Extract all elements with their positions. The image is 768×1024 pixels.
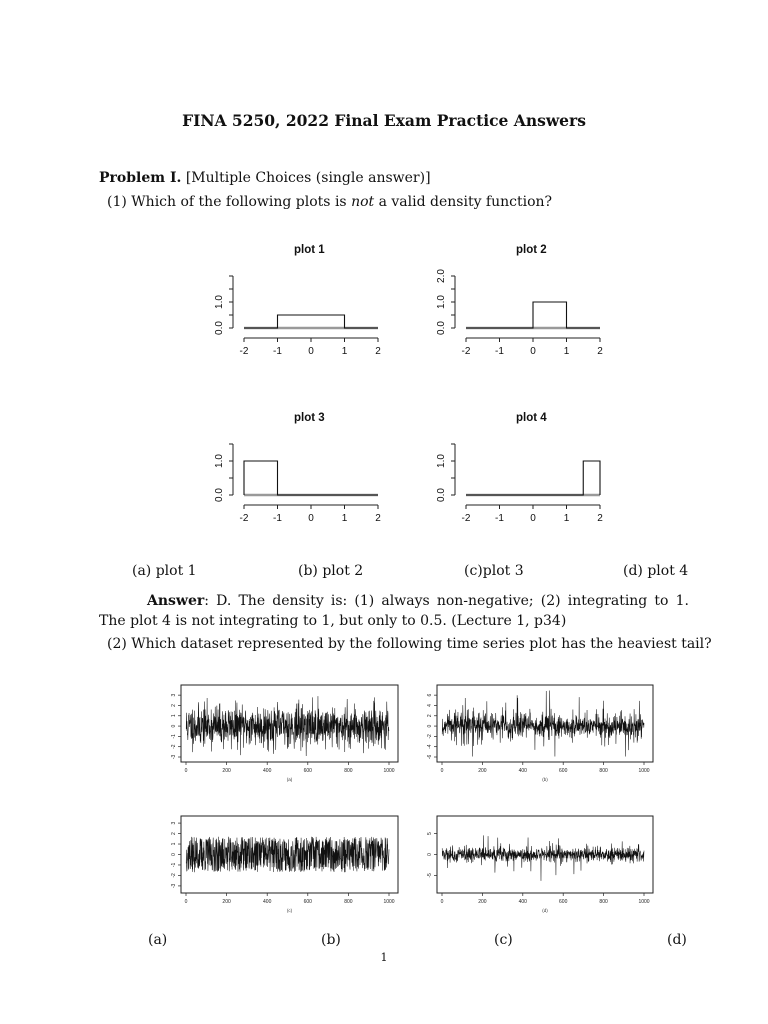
- choice-2a: (a): [148, 932, 168, 948]
- time-series-a-y-tick-label: 0: [171, 724, 177, 728]
- time-series-a-y-tick-label: -3: [171, 754, 177, 760]
- density-plot-3-y-tick-label: 0.0: [214, 488, 225, 502]
- choice-1b: (b) plot 2: [298, 563, 364, 579]
- time-series-c-y-tick-label: 2: [171, 832, 177, 835]
- density-plot-3-x-tick-label: 0: [308, 513, 314, 524]
- density-plot-1-y-tick-label: 0.0: [214, 321, 225, 335]
- density-plot-2-curve: [466, 302, 600, 328]
- time-series-a-label: (a): [286, 777, 293, 782]
- choice-2d: (d): [667, 932, 687, 948]
- time-series-d-x-tick-label: 800: [599, 899, 608, 905]
- time-series-a-y-tick-label: -2: [171, 744, 177, 749]
- choice-2b: (b): [321, 932, 341, 948]
- time-series-b-x-tick-label: 0: [440, 768, 444, 774]
- time-series-c-y-tick-label: -1: [171, 862, 177, 868]
- time-series-c-y-tick-label: 0: [171, 853, 177, 856]
- time-series-c-x-tick-label: 800: [344, 899, 353, 905]
- time-series-a-y-tick-label: 3: [171, 693, 177, 697]
- density-plot-4-x-tick-label: 2: [597, 513, 603, 524]
- time-series-c-series: [186, 837, 389, 873]
- time-series-a-x-tick-label: 0: [184, 768, 188, 774]
- problem-label: Problem I.: [99, 170, 182, 186]
- time-series-plots: [0, 670, 768, 930]
- page-number: 1: [380, 951, 388, 964]
- time-series-c-y-tick-label: -3: [171, 883, 177, 889]
- time-series-d-x-tick-label: 400: [518, 899, 527, 905]
- time-series-d-y-tick-label: 0: [427, 853, 433, 856]
- time-series-c-x-tick-label: 200: [222, 899, 231, 905]
- time-series-d-x-tick-label: 200: [478, 899, 487, 905]
- time-series-b-y-tick-label: -6: [427, 754, 433, 760]
- time-series-a-x-tick-label: 1000: [383, 768, 395, 774]
- choice-1a: (a) plot 1: [132, 563, 197, 579]
- time-series-b-y-tick-label: 2: [427, 714, 433, 718]
- density-plot-4-x-tick-label: -1: [495, 513, 504, 524]
- density-plot-3-curve: [244, 461, 378, 495]
- time-series-c-y-tick-label: 3: [171, 821, 177, 825]
- density-plot-3-title: plot 3: [294, 412, 325, 424]
- question-2-number: (2): [107, 636, 127, 652]
- time-series-b-label: (b): [542, 777, 548, 782]
- density-plot-2-x-tick-label: 2: [597, 346, 603, 357]
- density-plot-4-x-tick-label: 1: [563, 513, 570, 524]
- density-plot-2-x-tick-label: 0: [530, 346, 536, 357]
- time-series-d-y-tick-label: -5: [427, 873, 433, 878]
- time-series-d-x-tick-label: 600: [559, 899, 568, 905]
- density-plot-4-curve: [466, 461, 600, 495]
- density-plot-1-x-tick-label: -1: [273, 346, 282, 357]
- time-series-c-y-tick-label: 1: [171, 842, 177, 846]
- time-series-b-x-tick-label: 400: [518, 768, 527, 774]
- time-series-c-x-tick-label: 0: [184, 899, 188, 905]
- density-plot-2-y-tick-label: 0.0: [436, 321, 447, 335]
- time-series-a-x-tick-label: 800: [344, 768, 353, 774]
- question-1-text-before: Which of the following plots is: [131, 194, 347, 210]
- choice-1c: (c)plot 3: [464, 563, 524, 579]
- time-series-d-x-tick-label: 0: [440, 899, 444, 905]
- choice-1d: (d) plot 4: [623, 563, 689, 579]
- density-plot-3-x-tick-label: 2: [375, 513, 381, 524]
- time-series-d-label: (d): [542, 908, 548, 913]
- problem-subtitle: [Multiple Choices (single answer)]: [185, 170, 431, 186]
- density-plot-1-x-tick-label: 2: [375, 346, 381, 357]
- density-plot-2-y-tick-label: 1.0: [436, 295, 447, 309]
- answer-1: [99, 591, 689, 631]
- time-series-d-series: [442, 835, 644, 881]
- time-series-a-y-tick-label: 1: [171, 714, 177, 718]
- density-plot-1-curve: [244, 315, 378, 328]
- time-series-b-y-tick-label: -4: [427, 744, 433, 749]
- time-series-b-x-tick-label: 1000: [638, 768, 650, 774]
- time-series-c-x-tick-label: 1000: [383, 899, 395, 905]
- time-series-b-x-tick-label: 200: [478, 768, 487, 774]
- time-series-a-x-tick-label: 600: [303, 768, 312, 774]
- answer-label: Answer: [147, 593, 205, 609]
- time-series-a-y-tick-label: -1: [171, 734, 177, 739]
- question-2: [107, 636, 712, 652]
- density-plot-2-title: plot 2: [516, 244, 547, 256]
- time-series-b-y-tick-label: -2: [427, 734, 433, 739]
- density-plot-4-x-tick-label: 0: [530, 513, 536, 524]
- density-plot-3-x-tick-label: 1: [341, 513, 348, 524]
- time-series-b-x-tick-label: 800: [599, 768, 608, 774]
- time-series-c-label: (c): [286, 908, 293, 913]
- density-plot-1-x-tick-label: 1: [341, 346, 348, 357]
- density-plot-2-x-tick-label: -1: [495, 346, 504, 357]
- density-plot-1-y-tick-label: 1.0: [214, 295, 225, 309]
- time-series-b-y-tick-label: 6: [427, 693, 433, 697]
- density-plot-4-title: plot 4: [516, 412, 547, 424]
- time-series-b-y-tick-label: 0: [427, 724, 433, 728]
- question-1-number: (1): [107, 194, 127, 210]
- density-plot-1-x-tick-label: -2: [239, 346, 249, 357]
- density-plot-4-y-tick-label: 1.0: [436, 454, 447, 468]
- question-1-emphasis: not: [351, 194, 375, 210]
- time-series-a-y-tick-label: 2: [171, 704, 177, 707]
- density-plot-2-x-tick-label: -2: [461, 346, 471, 357]
- density-plot-4-x-tick-label: -2: [461, 513, 471, 524]
- time-series-b-x-tick-label: 600: [559, 768, 568, 774]
- density-plot-3-x-tick-label: -2: [239, 513, 249, 524]
- time-series-b-y-tick-label: 4: [427, 704, 433, 707]
- time-series-a-x-tick-label: 200: [222, 768, 231, 774]
- page-title: FINA 5250, 2022 Final Exam Practice Answers: [182, 111, 586, 130]
- question-2-text: Which dataset represented by the following time series plot has the heaviest tail?: [131, 636, 712, 652]
- question-1-text-after: a valid density function?: [378, 194, 553, 210]
- density-plot-1-title: plot 1: [294, 244, 325, 256]
- density-plot-3-x-tick-label: -1: [273, 513, 282, 524]
- density-plot-4-y-tick-label: 0.0: [436, 488, 447, 502]
- density-plot-2-x-tick-label: 1: [563, 346, 570, 357]
- time-series-c-x-tick-label: 400: [263, 899, 272, 905]
- density-plot-1-x-tick-label: 0: [308, 346, 314, 357]
- time-series-d-x-tick-label: 1000: [638, 899, 650, 905]
- time-series-c-x-tick-label: 600: [303, 899, 312, 905]
- time-series-c-y-tick-label: -2: [171, 873, 177, 878]
- time-series-a-x-tick-label: 400: [263, 768, 272, 774]
- answer-text: : D. The density is: (1) always non-negative; (2) integrating to 1. The plot 4 is not integrating to 1, but only to 0.5. (Lecture 1, p34): [99, 593, 689, 629]
- choice-2c: (c): [494, 932, 513, 948]
- time-series-a-series: [186, 696, 389, 756]
- time-series-b-series: [442, 691, 644, 757]
- time-series-d-y-tick-label: 5: [427, 832, 433, 835]
- density-plot-3-y-tick-label: 1.0: [214, 454, 225, 468]
- density-plot-2-y-tick-label: 2.0: [436, 269, 447, 283]
